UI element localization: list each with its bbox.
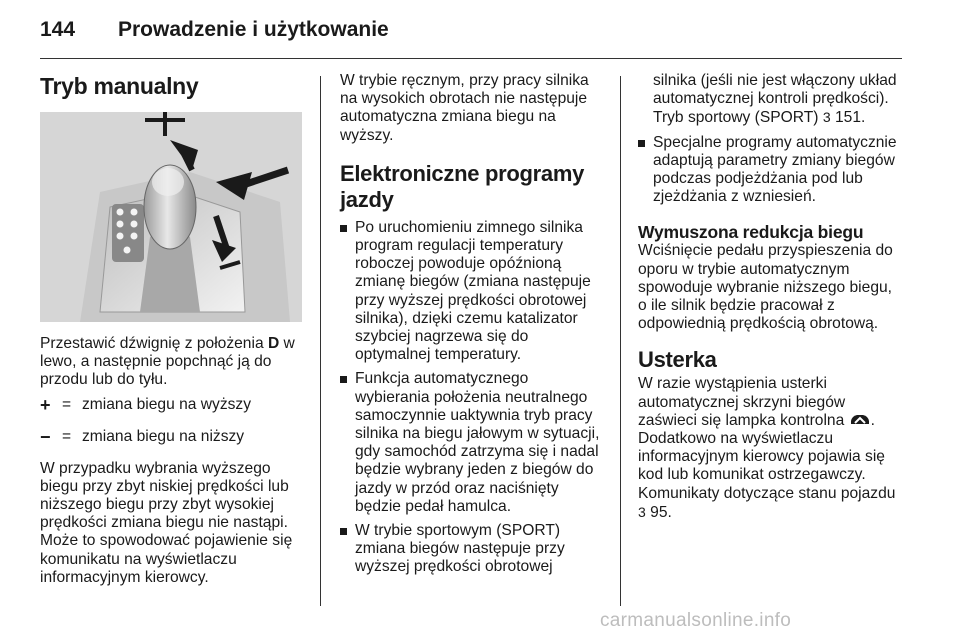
list-item-text: Specjalne programy automatycznie adaptują parametry zmiany biegów podczas podjeżdżania pod lub zjeżdżania z wzniesień. [653, 133, 897, 206]
text-move-lever-post: w lewo, a następnie popchnąć ją do przodu lub do tyłu. [40, 335, 295, 389]
bullet-square-icon [340, 225, 347, 232]
page-ref-arrow-icon: 3 [638, 503, 646, 520]
page-header [40, 16, 902, 56]
page-ref-95[interactable]: 95. [650, 503, 672, 521]
list-item-sport-mode-continued [638, 72, 902, 128]
bullet-square-icon [638, 140, 645, 147]
column-1-body [40, 335, 308, 587]
page-ref-arrow-icon: 3 [822, 109, 831, 126]
header-rule [40, 58, 902, 59]
list-item-text: Po uruchomieniu zimnego silnika program regulacji temperatury roboczej powoduje opóźnioną zmianę biegów (zmiana następuje przy wyższej prędkości obrotowej silnika), dzięki czemu katalizator szybciej nagrzewa się do optymalnej temperatury. [355, 218, 591, 364]
watermark: carmanualsonline.info [600, 610, 792, 631]
column-divider-1 [320, 76, 321, 606]
legend-text-downshift: zmiana biegu na niższy [82, 427, 245, 445]
list-item-sport-mode [340, 522, 602, 577]
paragraph-fault [638, 375, 902, 522]
paragraph-kickdown: Wciśnięcie pedału przyspieszenia do oporu w trybie automatycznym spowoduje wybranie niższego biegu, o ile silnik będzie pracował z odpowiednią prędkością obrotową. [638, 242, 893, 333]
plus-icon: + [40, 394, 51, 415]
paragraph-shift-not-possible: W przypadku wybrania wyższego biegu przy zbyt niskiej prędkości lub niższego biegu przy zbyt wysokiej prędkości zmiana biegu nie nastąpi. Może to spowodować pojawienie się komunikatu na wyświetlaczu informacyjnym kierowcy. [40, 459, 293, 586]
text-move-lever-pre: Przestawić dźwignię z położenia [40, 335, 268, 352]
minus-icon: − [40, 426, 51, 447]
column-3 [638, 72, 902, 522]
paragraph-move-lever [40, 335, 308, 390]
list-item-text: silnika (jeśli nie jest włączony układ automatycznej kontroli prędkości). Tryb sportowy (SPORT) [653, 72, 897, 127]
legend-text-upshift: zmiana biegu na wyższy [82, 395, 252, 413]
column-divider-2 [620, 76, 621, 606]
legend-row-downshift [40, 428, 308, 448]
list-item-cold-start [340, 219, 602, 365]
legend-row-upshift [40, 396, 308, 416]
gear-lever-illustration [40, 112, 302, 322]
page-ref-151[interactable]: 151. [834, 109, 866, 127]
column-1 [40, 72, 308, 100]
page-number: 144 [40, 18, 76, 41]
bullet-square-icon [340, 376, 347, 383]
list-item-auto-neutral [340, 370, 602, 516]
heading-fault: Usterka [638, 347, 717, 373]
legend-equals: = [62, 427, 72, 445]
text-fault-pre: W razie wystąpienia usterki automatycznej skrzyni biegów zaświeci się lampka kontrolna [638, 375, 846, 429]
legend-equals: = [62, 395, 72, 413]
heading-electronic-programs: Elektroniczne programy jazdy [340, 160, 585, 212]
list-item-special-programs [638, 134, 902, 207]
section-title-manual-mode: Tryb manualny [40, 73, 199, 99]
list-item-text: Funkcja automatycznego wybierania położenia neutralnego samoczynnie uaktywnia tryb pracy silnika na biegu jałowym w sytuacji, gdy samochód zatrzyma się i nadal będzie wybrany jeden z biegów do jazdy w przód oraz naciśnięty będzie pedał hamulca. [355, 370, 600, 515]
gear-lever-illustration-svg [40, 112, 302, 322]
heading-kickdown: Wymuszona redukcja biegu [638, 222, 864, 243]
list-item-text: W trybie sportowym (SPORT) zmiana biegów następuje przy wyższej prędkości obrotowej [355, 522, 565, 576]
paragraph-manual-no-auto-upshift: W trybie ręcznym, przy pracy silnika na wysokich obrotach nie następuje automatyczna zmiana biegu na wyższy. [340, 72, 589, 144]
column-2 [340, 72, 602, 577]
running-title: Prowadzenie i użytkowanie [118, 18, 389, 41]
bullet-square-icon [340, 528, 347, 535]
gear-position-d: D [267, 335, 280, 352]
transmission-warning-lamp-icon [849, 413, 871, 427]
text-fault-post: . Dodatkowo na wyświetlaczu informacyjnym kierowcy pojawia się kod lub komunikat ostrzegawczy. Komunikaty dotyczące stanu pojazdu [638, 411, 896, 502]
